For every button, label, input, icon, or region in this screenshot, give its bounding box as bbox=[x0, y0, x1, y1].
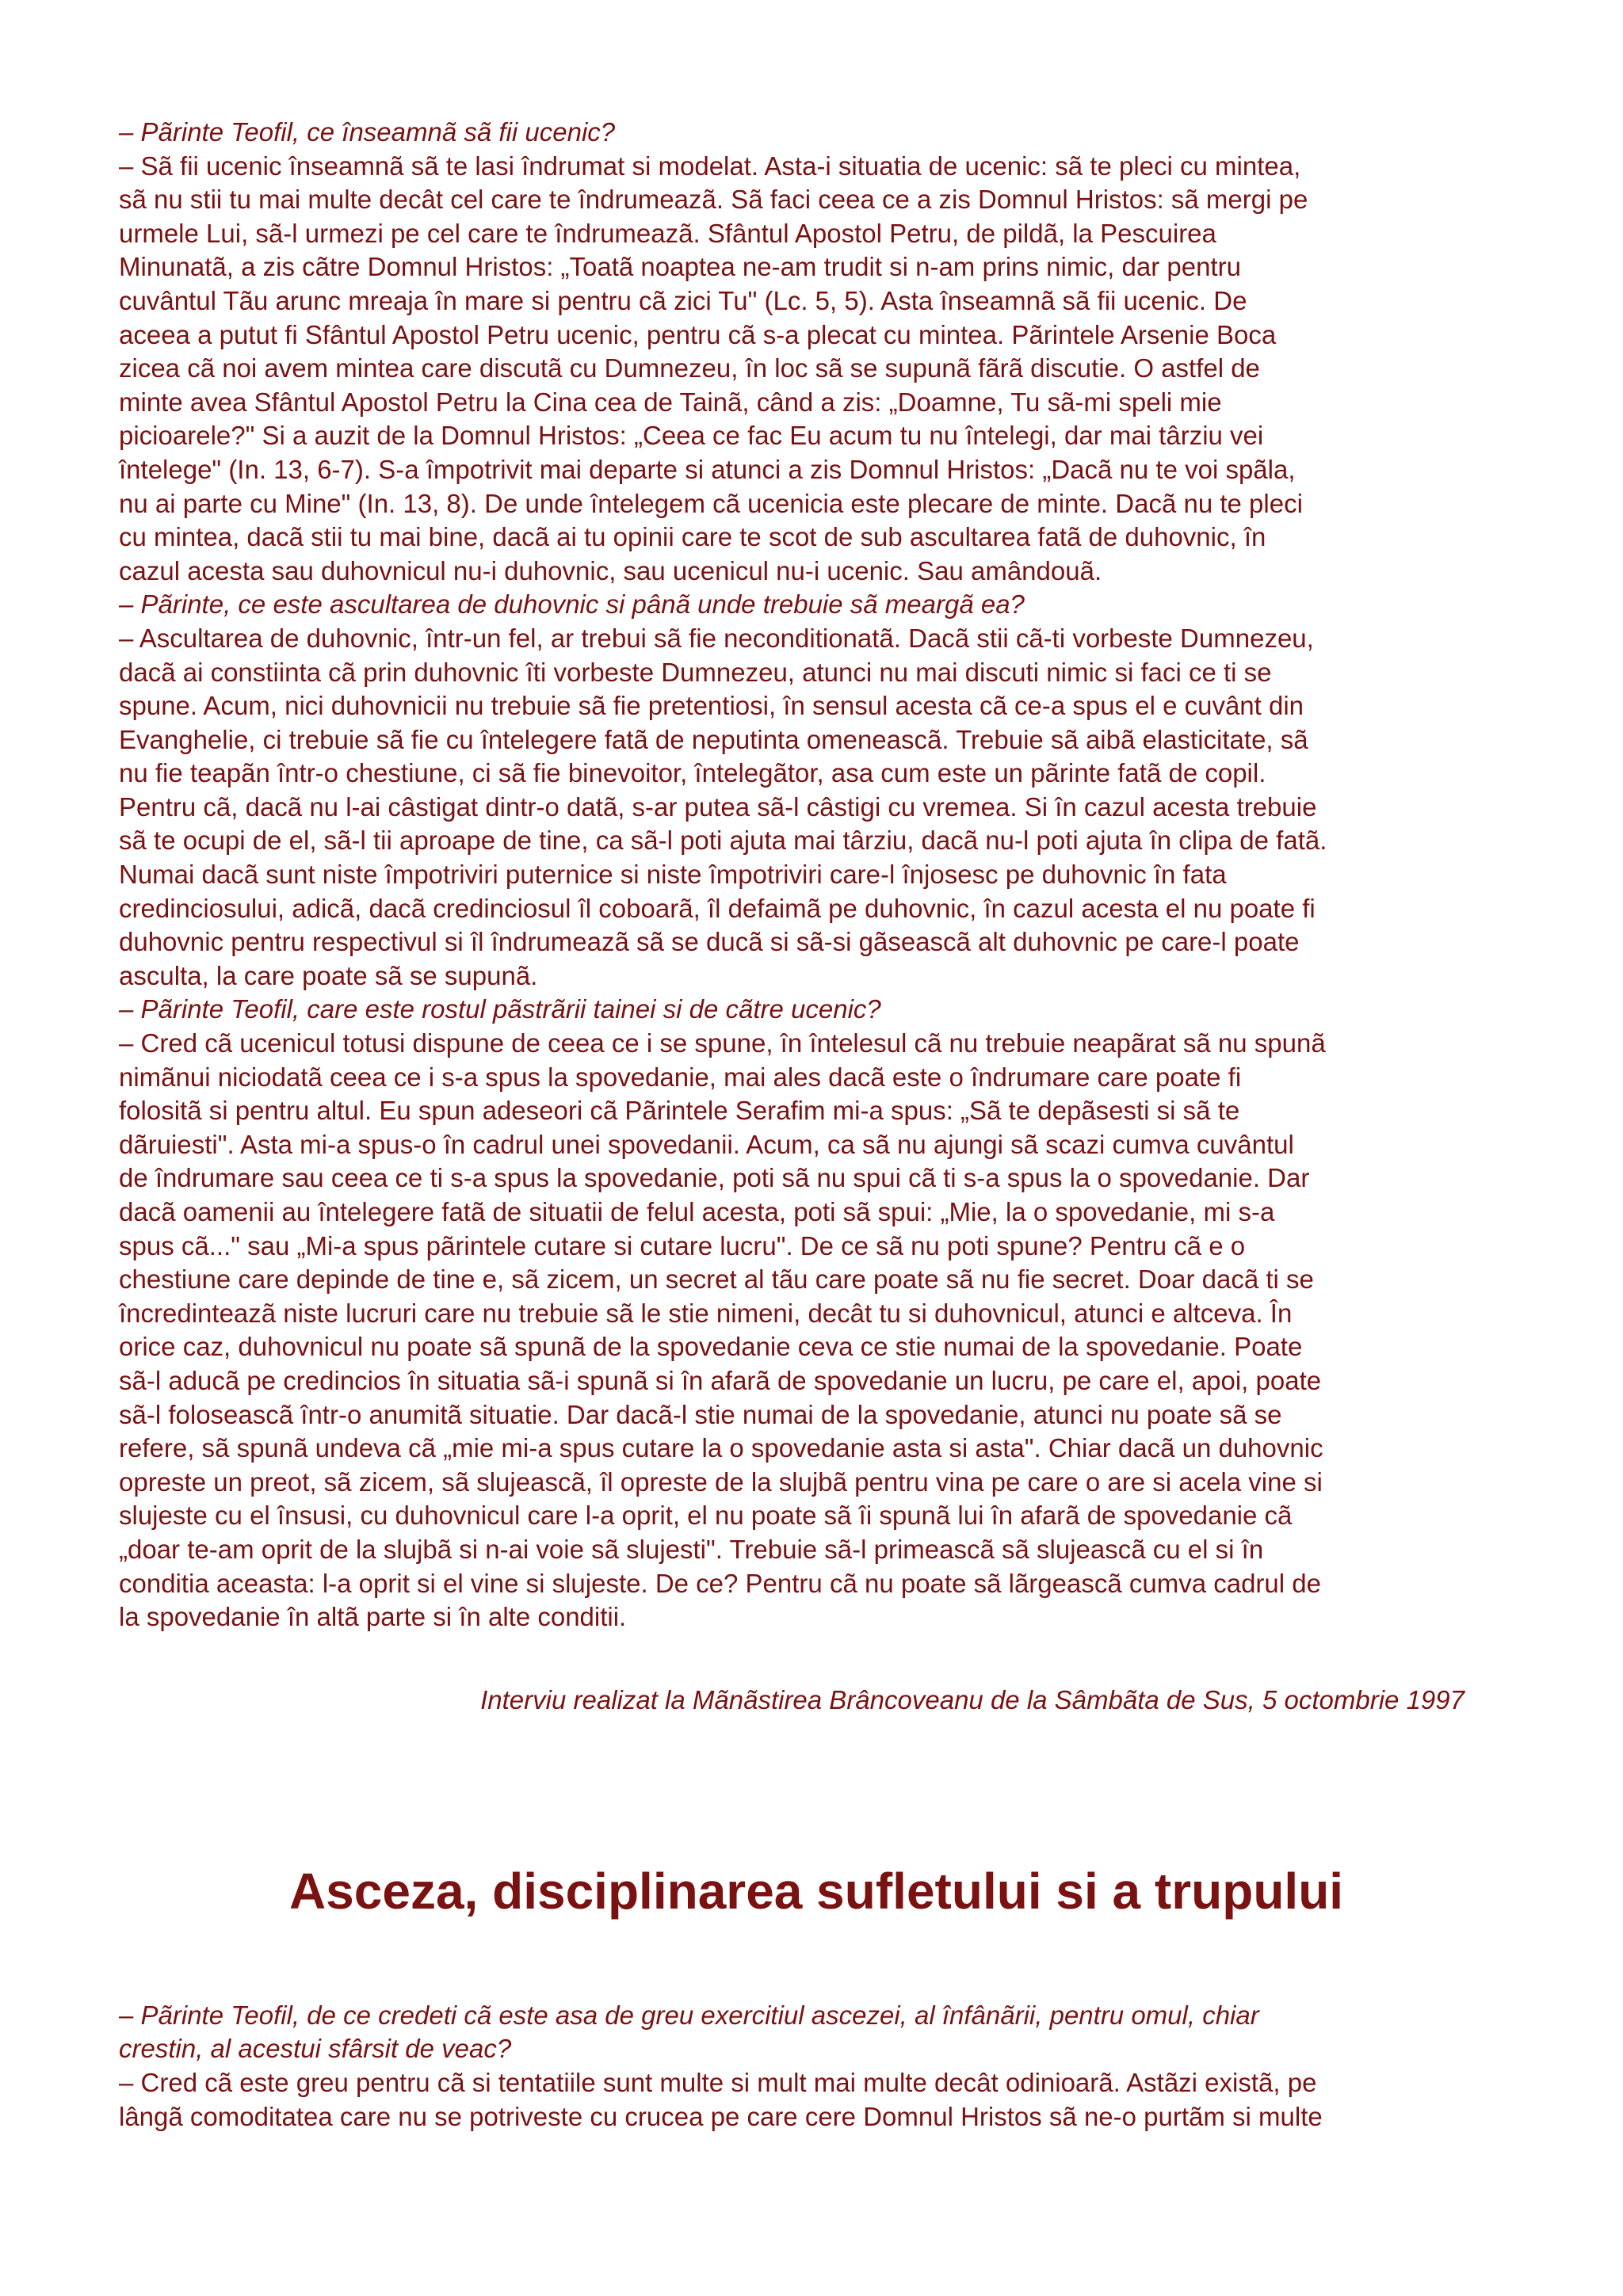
answer-asceza-1: – Cred cã este greu pentru cã si tentatiile sunt multe si mult mai multe decât odinioarã. Astãzi existã, pe lângã comoditatea care nu se potriveste cu crucea pe care cere Domnul Hristos sã ne-o purtãm si multe bbox=[119, 2067, 1323, 2131]
answer-3: – Cred cã ucenicul totusi dispune de ceea ce i se spune, în întelesul cã nu trebuie neapãrat sã nu spunã nimãnui niciodatã ceea ce i s-a spus la spovedanie, mai ales dacã este o îndrumare care poate fi folositã si pentru altul. Eu spun adeseori cã Pãrintele Serafim mi-a spus: „Sã te depãsesti si sã te dãruiesti". Asta mi-a spus-o în cadrul unei spovedanii. Acum, ca sã nu ajungi sã scazi cumva cuvântul de îndrumare sau ceea ce ti s-a spus la spovedanie, poti sã nu spui cã ti s-a spus la o spovedanie. Dar dacã oamenii au întelegere fatã de situatii de felul acesta, poti sã spui: „Mie, la o spovedanie, mi s-a spus cã..." sau „Mi-a spus pãrintele cutare si cutare lucru". De ce sã nu poti spune? Pentru cã e o chestiune care depinde de tine e, sã zicem, un secret al tãu care poate sã nu fie secret. Doar dacã ti se încredinteazã niste lucruri care nu trebuie sã le stie nimeni, decât tu si duhovnicul, atunci e altceva. În orice caz, duhovnicul nu poate sã spunã de la spovedanie ceva ce stie numai de la spovedanie. Poate sã-l aducã pe credincios în situatia sã-i spunã si în afarã de spovedanie un lucru, pe care el, apoi, poate sã-l foloseascã într-o anumitã situatie. Dar dacã-l stie numai de la spovedanie, atunci nu poate sã se refere, sã spunã undeva cã „mie mi-a spus cutare la o spovedanie asta si asta". Chiar dacã un duhovnic opreste un preot, sã zicem, sã slujeascã, îl opreste de la slujbã pentru vina pe care o are si acela vine si slujeste cu el însusi, cu duhovnicul care l-a oprit, el nu poate sã îi spunã lui în afarã de spovedanie cã „doar te-am oprit de la slujbã si n-ai voie sã slujesti". Trebuie sã-l primeascã sã slujeascã cu el si în conditia aceasta: l-a oprit si el vine si slujeste. De ce? Pentru cã nu poate sã lãrgeascã cumva cadrul de la spovedanie în altã parte si în alte conditii. bbox=[119, 1028, 1326, 1632]
asceza-section bbox=[119, 1999, 1514, 2134]
question-3: – Pãrinte Teofil, care este rostul pãstrãrii tainei si de cãtre ucenic? bbox=[119, 994, 881, 1024]
question-2: – Pãrinte, ce este ascultarea de duhovnic si pânã unde trebuie sã meargã ea? bbox=[119, 589, 1025, 620]
answer-1: – Sã fii ucenic înseamnã sã te lasi îndrumat si modelat. Asta-i situatia de ucenic: sã te pleci cu mintea, sã nu stii tu mai multe decât cel care te îndrumeazã. Sã faci ceea ce a zis Domnul Hristos: sã mergi pe urmele Lui, sã-l urmezi pe cel care te îndrumeazã. Sfântul Apostol Petru, de pildã, la Pescuirea Minunatã, a zis cãtre Domnul Hristos: „Toatã noaptea ne-am trudit si n-am prins nimic, dar pentru cuvântul Tãu arunc mreaja în mare si pentru cã zici Tu" (Lc. 5, 5). Asta înseamnã sã fii ucenic. De aceea a putut fi Sfântul Apostol Petru ucenic, pentru cã s-a plecat cu mintea. Pãrintele Arsenie Boca zicea cã noi avem mintea care discutã cu Dumnezeu, în loc sã se supunã fãrã discutie. O astfel de minte avea Sfântul Apostol Petru la Cina cea de Tainã, când a zis: „Doamne, Tu sã-mi speli mie picioarele?" Si a auzit de la Domnul Hristos: „Ceea ce fac Eu acum tu nu întelegi, dar mai târziu vei întelege" (In. 13, 6-7). S-a împotrivit mai departe si atunci a zis Domnul Hristos: „Dacã nu te voi spãla, nu ai parte cu Mine" (In. 13, 8). De unde întelegem cã ucenicia este plecare de minte. Dacã nu te pleci cu mintea, dacã stii tu mai bine, dacã ai tu opinii care te scot de sub ascultarea fatã de duhovnic, în cazul acesta sau duhovnicul nu-i duhovnic, sau ucenicul nu-i ucenic. Sau amândouã. bbox=[119, 151, 1308, 585]
question-1: – Pãrinte Teofil, ce înseamnã sã fii ucenic? bbox=[119, 117, 616, 147]
interview-section bbox=[119, 116, 1514, 1634]
document-page bbox=[119, 116, 1514, 2134]
interview-credit: Interviu realizat la Mãnãstirea Brâncoveanu de la Sâmbãta de Sus, 5 octombrie 1997 bbox=[480, 1684, 1465, 1714]
question-asceza-1: – Pãrinte Teofil, de ce credeti cã este asa de greu exercitiul ascezei, al înfânãrii, pentru omul, chiar crestin, al acestui sfârsit de veac? bbox=[119, 2000, 1259, 2064]
answer-2: – Ascultarea de duhovnic, într-un fel, ar trebui sã fie neconditionatã. Dacã stii cã-ti vorbeste Dumnezeu, dacã ai constiinta cã prin duhovnic îti vorbeste Dumnezeu, atunci nu mai discuti nimic si faci ce ti se spune. Acum, nici duhovnicii nu trebuie sã fie pretentiosi, în sensul acesta cã ce-a spus el e cuvânt din Evanghelie, ci trebuie sã fie cu întelegere fatã de neputinta omeneascã. Trebuie sã aibã elasticitate, sã nu fie teapãn într-o chestiune, ci sã fie binevoitor, întelegãtor, asa cum este un pãrinte fatã de copil. Pentru cã, dacã nu l-ai câstigat dintr-o datã, s-ar putea sã-l câstigi cu vremea. Si în cazul acesta trebuie sã te ocupi de el, sã-l tii aproape de tine, ca sã-l poti ajuta mai târziu, dacã nu-l poti ajuta în clipa de fatã. Numai dacã sunt niste împotriviri puternice si niste împotriviri care-l înjosesc pe duhovnic în fata credinciosului, adicã, dacã credinciosul îl coboarã, îl defaimã pe duhovnic, în cazul acesta el nu poate fi duhovnic pentru respectivul si îl îndrumeazã sã se ducã si sã-si gãseascã alt duhovnic pe care-l poate asculta, la care poate sã se supunã. bbox=[119, 623, 1327, 990]
section-title: Asceza, disciplinarea sufletului si a trupului bbox=[288, 1862, 1344, 1920]
